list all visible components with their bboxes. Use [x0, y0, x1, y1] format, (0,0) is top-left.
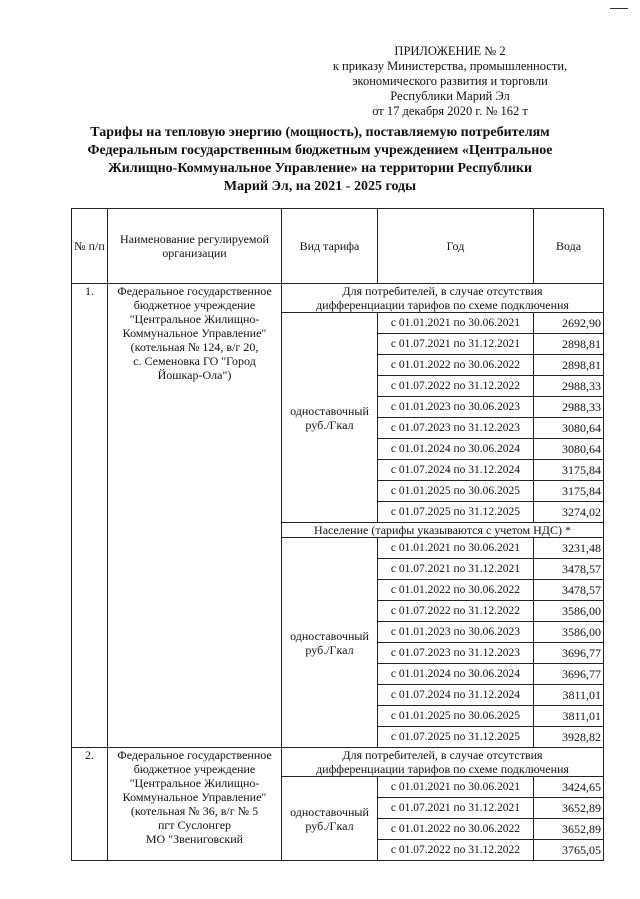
tariff-value: 3080,64	[534, 439, 604, 460]
organization-name	[108, 748, 282, 861]
organization-name-line: с. Семеновка ГО "Город	[133, 354, 256, 368]
organization-name-line: бюджетное учреждение	[133, 762, 256, 776]
tariff-type-line: руб./Гкал	[305, 642, 354, 657]
organization-name	[108, 284, 282, 748]
tariff-value: 3424,65	[534, 777, 604, 798]
tariff-type-line: руб./Гкал	[305, 818, 354, 833]
tariff-value: 3811,01	[534, 685, 604, 706]
tariff-period: с 01.01.2023 по 30.06.2023	[378, 397, 534, 418]
tariff-table	[71, 208, 604, 861]
tariff-value: 3811,01	[534, 706, 604, 727]
tariff-value: 3586,00	[534, 622, 604, 643]
header-org: Наименование регулируемой организации	[108, 209, 282, 284]
organization-name-line: Коммунальное Управление"	[122, 326, 267, 340]
appendix-line: экономического развития и торговли	[352, 74, 548, 88]
tariff-value: 3080,64	[534, 418, 604, 439]
appendix-line: от 17 декабря 2020 г. № 162 т	[372, 104, 528, 118]
tariff-period: с 01.01.2021 по 30.06.2021	[378, 538, 534, 559]
tariff-type	[282, 538, 378, 748]
tariff-period: с 01.07.2024 по 31.12.2024	[378, 685, 534, 706]
title-line: Тарифы на тепловую энергию (мощность), поставляемую потребителям	[90, 125, 550, 140]
tariff-period: с 01.01.2021 по 30.06.2021	[378, 777, 534, 798]
consumer-group-heading	[282, 748, 604, 777]
tariff-value: 2988,33	[534, 397, 604, 418]
tariff-value: 3231,48	[534, 538, 604, 559]
tariff-value: 3274,02	[534, 502, 604, 523]
tariff-period: с 01.01.2025 по 30.06.2025	[378, 706, 534, 727]
tariff-type-line: одноставочный	[290, 403, 369, 418]
tariff-period: с 01.07.2022 по 31.12.2022	[378, 840, 534, 861]
tariff-period: с 01.01.2021 по 30.06.2021	[378, 313, 534, 334]
organization-name-line: Коммунальное Управление"	[122, 790, 267, 804]
tariff-value: 2692,90	[534, 313, 604, 334]
header-tariff-type: Вид тарифа	[282, 209, 378, 284]
appendix-line: Республики Марий Эл	[390, 89, 510, 103]
tariff-period: с 01.07.2025 по 31.12.2025	[378, 502, 534, 523]
consumer-group-line: Для потребителей, в случае отсутствия	[342, 748, 543, 762]
appendix-line: к приказу Министерства, промышленности,	[332, 59, 568, 73]
header-num: № п/п	[72, 209, 108, 284]
appendix-line: ПРИЛОЖЕНИЕ № 2	[394, 44, 506, 58]
consumer-group-heading	[282, 284, 604, 313]
consumer-group-heading	[282, 523, 604, 538]
title-line: Федеральным государственным бюджетным учреждением «Центральное	[87, 143, 553, 158]
tariff-value: 3478,57	[534, 559, 604, 580]
tariff-type	[282, 777, 378, 861]
tariff-period: с 01.01.2023 по 30.06.2023	[378, 622, 534, 643]
document-title	[40, 124, 600, 196]
tariff-period: с 01.07.2023 по 31.12.2023	[378, 643, 534, 664]
header-water: Вода	[534, 209, 604, 284]
organization-name-line: (котельная № 36, в/г № 5	[130, 804, 259, 818]
organization-name-line: пгт Суслонгер	[157, 818, 232, 832]
tariff-period: с 01.01.2022 по 30.06.2022	[378, 819, 534, 840]
tariff-value: 3652,89	[534, 819, 604, 840]
title-line: Жилищно-Коммунальное Управление» на территории Республики	[107, 161, 533, 176]
tariff-type-line: руб./Гкал	[305, 417, 354, 432]
consumer-group-line: Для потребителей, в случае отсутствия	[342, 284, 543, 298]
title-line: Марий Эл, на 2021 - 2025 годы	[223, 179, 417, 194]
tariff-type-line: одноставочный	[290, 804, 369, 819]
consumer-group-line: Население (тарифы указываются с учетом НДС) *	[314, 523, 571, 537]
tariff-value: 2988,33	[534, 376, 604, 397]
organization-name-line: МО "Звениговский	[145, 832, 244, 846]
organization-name-line: "Центральное Жилищно-	[129, 776, 260, 790]
header-year: Год	[378, 209, 534, 284]
organization-name-line: Йошкар-Ола")	[157, 368, 232, 382]
tariff-period: с 01.01.2022 по 30.06.2022	[378, 355, 534, 376]
organization-name-line: Федеральное государственное	[117, 284, 272, 298]
tariff-value: 2898,81	[534, 334, 604, 355]
tariff-period: с 01.01.2025 по 30.06.2025	[378, 481, 534, 502]
tariff-value: 3928,82	[534, 727, 604, 748]
organization-name-line: бюджетное учреждение	[133, 298, 256, 312]
tariff-period: с 01.07.2022 по 31.12.2022	[378, 601, 534, 622]
tariff-period: с 01.07.2025 по 31.12.2025	[378, 727, 534, 748]
row-number: 2.	[72, 748, 108, 861]
tariff-type	[282, 313, 378, 523]
tariff-period: с 01.01.2024 по 30.06.2024	[378, 439, 534, 460]
tariff-period: с 01.01.2024 по 30.06.2024	[378, 664, 534, 685]
tariff-period: с 01.07.2022 по 31.12.2022	[378, 376, 534, 397]
table-body	[72, 284, 604, 861]
tariff-value: 3765,05	[534, 840, 604, 861]
tariff-period: с 01.07.2023 по 31.12.2023	[378, 418, 534, 439]
table-header-row	[72, 209, 604, 284]
tariff-value: 3478,57	[534, 580, 604, 601]
consumer-group-line: дифференциации тарифов по схеме подключения	[316, 762, 569, 776]
tariff-value: 3175,84	[534, 460, 604, 481]
tariff-period: с 01.07.2021 по 31.12.2021	[378, 334, 534, 355]
consumer-group-line: дифференциации тарифов по схеме подключения	[316, 298, 569, 312]
tariff-type-line: одноставочный	[290, 628, 369, 643]
row-number: 1.	[72, 284, 108, 748]
table-row	[72, 748, 604, 777]
organization-name-line: (котельная № 124, в/г 20,	[130, 340, 259, 354]
tariff-period: с 01.07.2024 по 31.12.2024	[378, 460, 534, 481]
appendix-header	[300, 44, 600, 119]
tariff-value: 3175,84	[534, 481, 604, 502]
tariff-period: с 01.01.2022 по 30.06.2022	[378, 580, 534, 601]
tariff-value: 3586,00	[534, 601, 604, 622]
table-row	[72, 284, 604, 313]
tariff-value: 3652,89	[534, 798, 604, 819]
tariff-value: 2898,81	[534, 355, 604, 376]
tariff-period: с 01.07.2021 по 31.12.2021	[378, 559, 534, 580]
tariff-period: с 01.07.2021 по 31.12.2021	[378, 798, 534, 819]
page-corner-mark	[610, 8, 628, 9]
organization-name-line: Федеральное государственное	[117, 748, 272, 762]
tariff-value: 3696,77	[534, 664, 604, 685]
tariff-value: 3696,77	[534, 643, 604, 664]
organization-name-line: "Центральное Жилищно-	[129, 312, 260, 326]
